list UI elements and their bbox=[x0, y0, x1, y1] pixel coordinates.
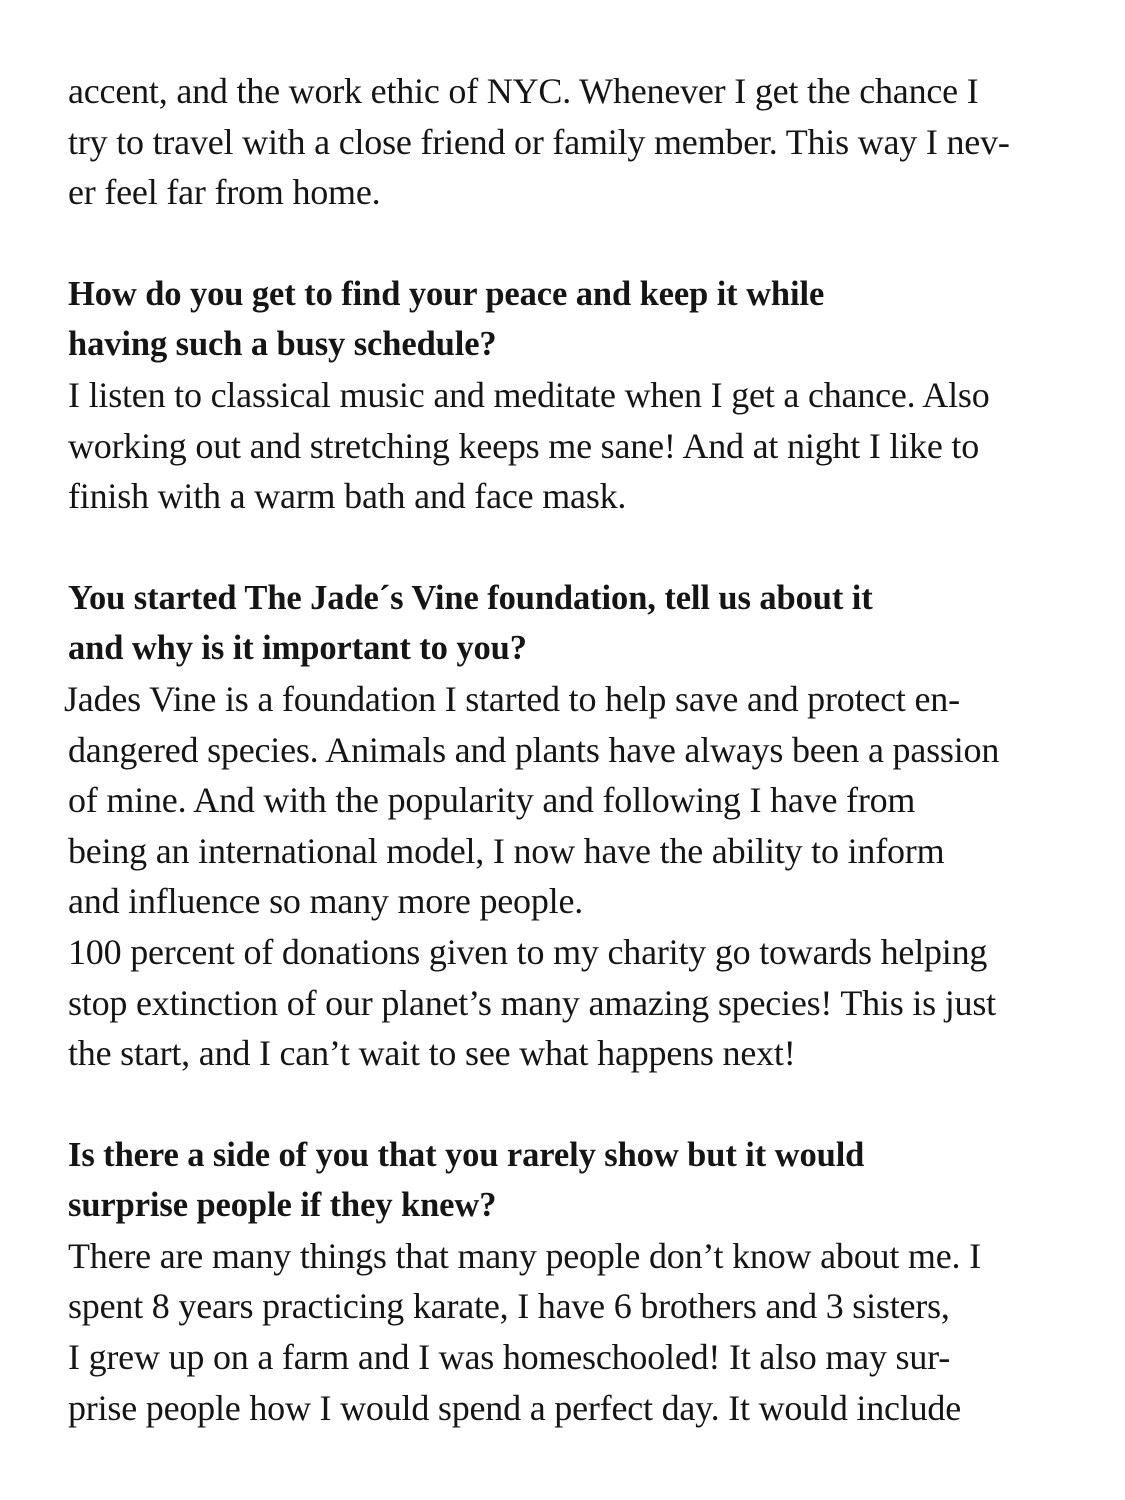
paragraph-spacer bbox=[68, 218, 1058, 269]
text-line: 100 percent of donations given to my charity go towards helping bbox=[68, 931, 988, 972]
question-line: Is there a side of you that you rarely show but it would bbox=[68, 1135, 865, 1174]
question-line: surprise people if they knew? bbox=[68, 1186, 497, 1225]
text-line: spent 8 years practicing karate, I have 6 brothers and 3 sisters, bbox=[68, 1286, 950, 1327]
intro-paragraph bbox=[68, 66, 1058, 218]
text-line: There are many things that many people don’t know about me. I bbox=[68, 1235, 981, 1276]
paragraph-spacer bbox=[68, 1079, 1058, 1130]
text-line: dangered species. Animals and plants have always been a passion bbox=[68, 729, 1000, 770]
question-line: having such a busy schedule? bbox=[68, 325, 497, 364]
question-line: and why is it important to you? bbox=[68, 629, 527, 668]
text-line: try to travel with a close friend or family member. This way I nev- bbox=[68, 121, 1010, 162]
text-line: of mine. And with the popularity and following I have from bbox=[68, 780, 916, 821]
question-line: How do you get to find your peace and keep it while bbox=[68, 274, 825, 313]
question-heading bbox=[68, 1130, 1058, 1231]
question-heading bbox=[68, 573, 1058, 674]
answer-paragraph bbox=[68, 370, 1058, 522]
question-line: You started The Jade´s Vine foundation, tell us about it bbox=[68, 578, 873, 617]
article-page bbox=[64, 66, 1058, 1433]
text-line: the start, and I can’t wait to see what happens next! bbox=[68, 1033, 796, 1074]
paragraph-spacer bbox=[68, 522, 1058, 573]
text-line: I listen to classical music and meditate when I get a chance. Also bbox=[68, 374, 990, 415]
question-heading bbox=[68, 269, 1058, 370]
text-line: accent, and the work ethic of NYC. Whenever I get the chance I bbox=[68, 71, 979, 111]
text-line: finish with a warm bath and face mask. bbox=[68, 476, 627, 517]
text-line: stop extinction of our planet’s many amazing species! This is just bbox=[68, 982, 996, 1023]
text-line: er feel far from home. bbox=[68, 172, 381, 213]
answer-paragraph bbox=[68, 1231, 1058, 1433]
text-line: and influence so many more people. bbox=[68, 881, 584, 922]
answer-paragraph bbox=[64, 674, 1058, 1079]
text-line: Jades Vine is a foundation I started to help save and protect en- bbox=[64, 678, 960, 719]
text-line: prise people how I would spend a perfect day. It would include bbox=[68, 1387, 961, 1428]
text-line: I grew up on a farm and I was homeschooled! It also may sur- bbox=[68, 1337, 951, 1378]
text-line: working out and stretching keeps me sane! And at night I like to bbox=[68, 425, 980, 466]
text-line: being an international model, I now have the ability to inform bbox=[68, 830, 945, 871]
